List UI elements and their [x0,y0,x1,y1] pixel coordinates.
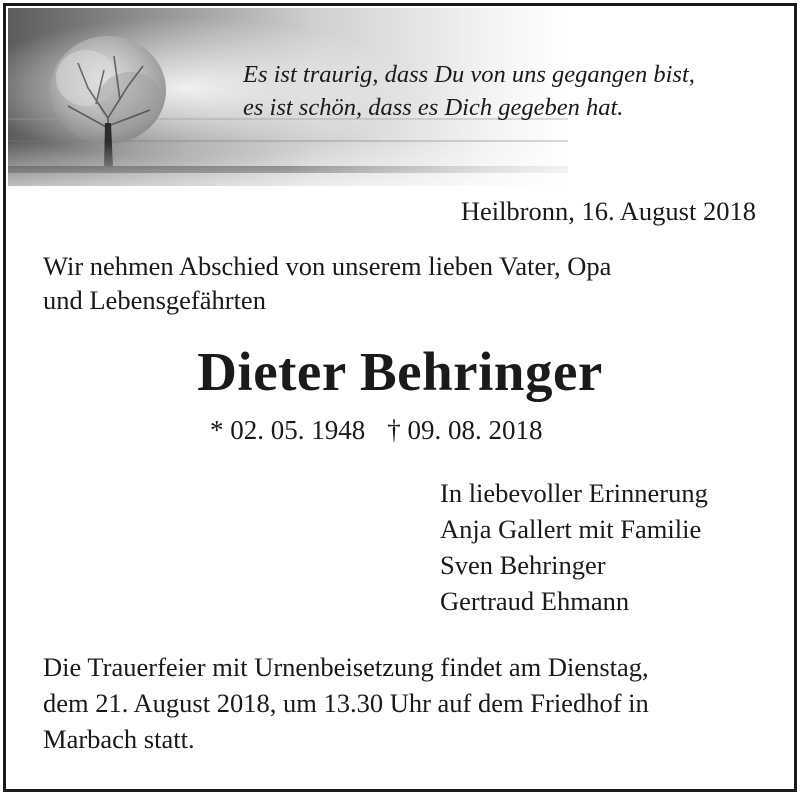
intro-text [43,249,611,317]
mourners-list [440,475,708,619]
mourner-line: Gertraud Ehmann [440,586,630,616]
mourner-line: In liebevoller Erinnerung [440,478,708,508]
motto-line-2: es ist schön, dass es Dich gegeben hat. [243,94,624,121]
deceased-name: Dieter Behringer [197,341,603,402]
intro-line-1: Wir nehmen Abschied von unserem lieben Vater, Opa [43,251,612,281]
death-date: † 09. 08. 2018 [387,415,543,445]
service-announcement [43,649,649,757]
service-line-1: Die Trauerfeier mit Urnenbeisetzung findet am Dienstag, [43,652,649,682]
birth-date: * 02. 05. 1948 [210,415,366,445]
mourner-line: Anja Gallert mit Familie [440,514,702,544]
mourner-line: Sven Behringer [440,550,606,580]
intro-line-2: und Lebensgefährten [43,285,266,315]
motto-line-1: Es ist traurig, dass Du von uns gegangen bist, [243,61,695,88]
service-line-3: Marbach statt. [43,724,195,754]
life-dates [210,413,543,447]
service-line-2: dem 21. August 2018, um 13.30 Uhr auf dem Friedhof in [43,688,649,718]
motto-quote [243,58,695,124]
place-date: Heilbronn, 16. August 2018 [460,196,756,226]
